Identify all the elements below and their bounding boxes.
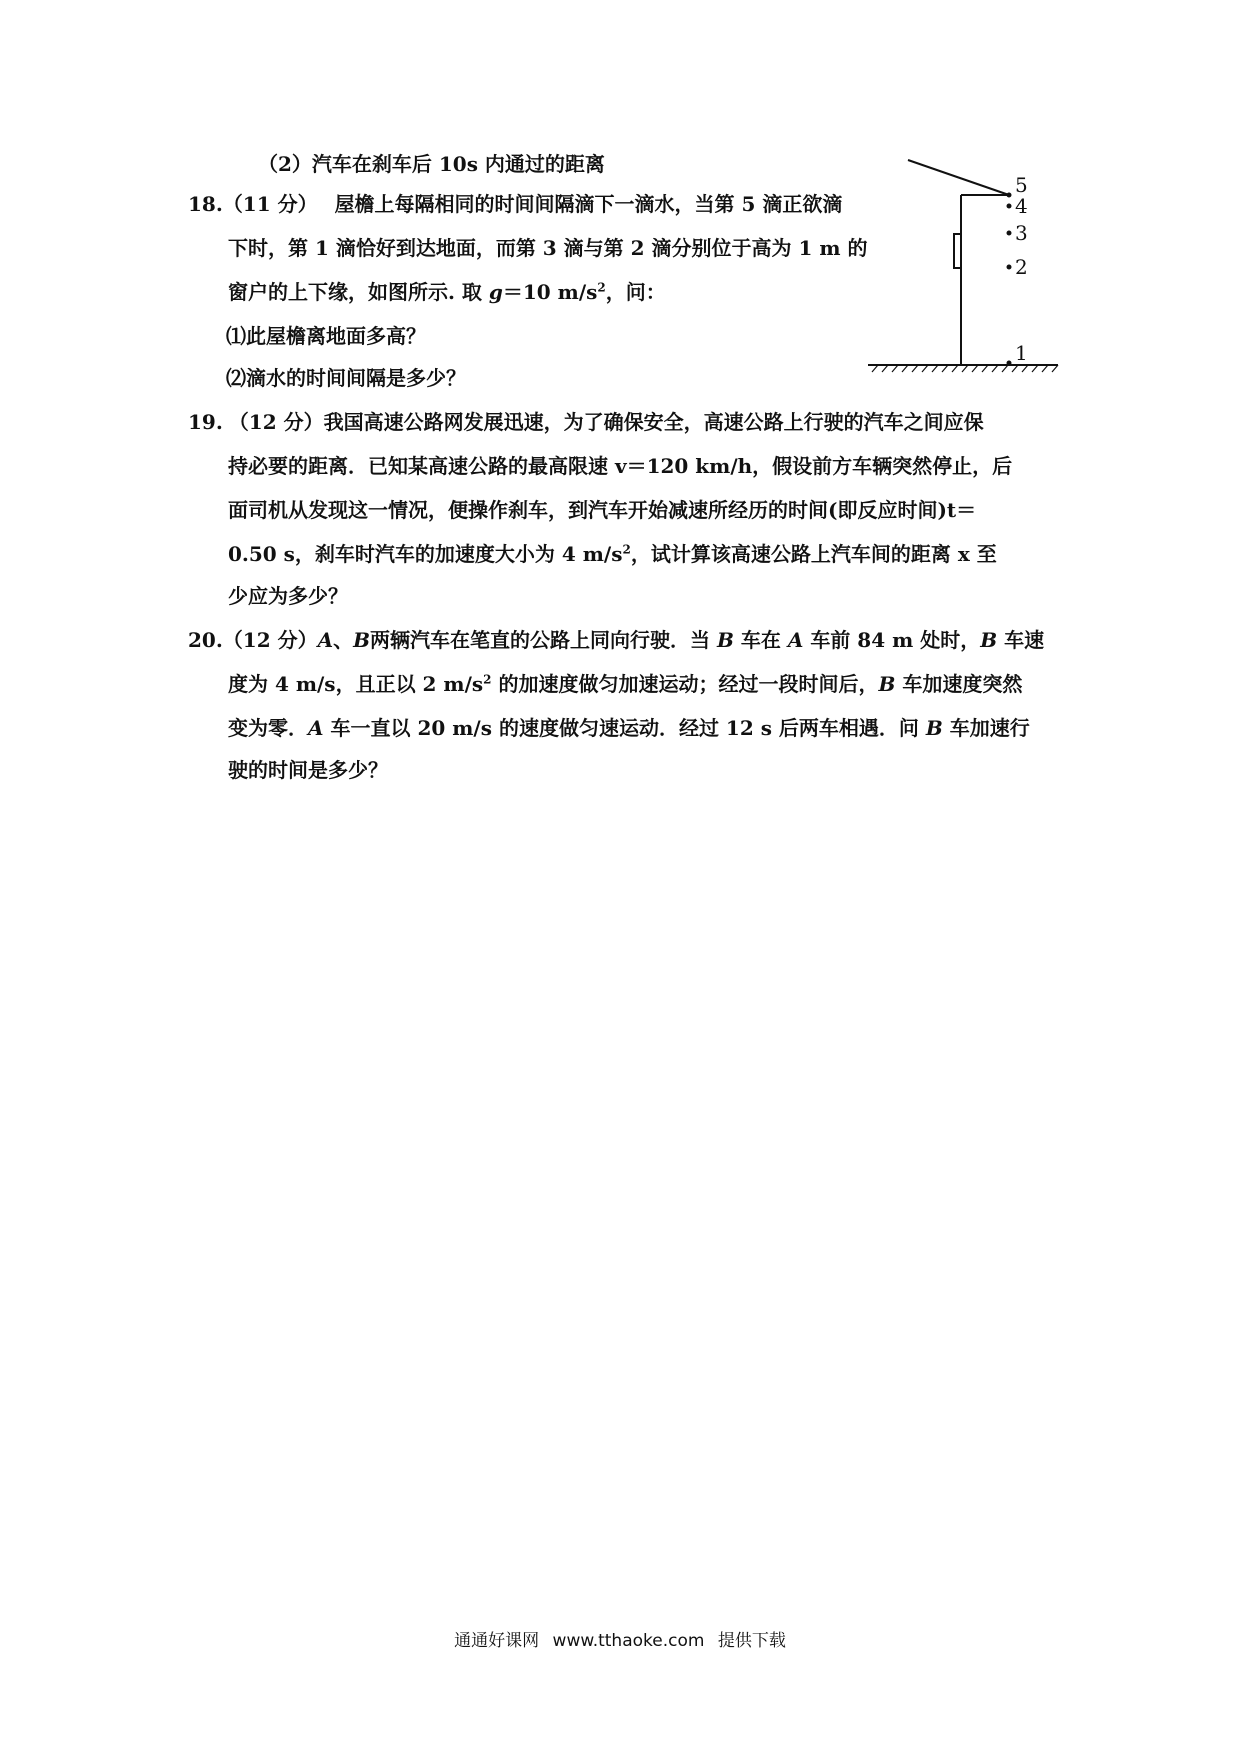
q19-line3: 面司机从发现这一情况，便操作刹车，到汽车开始减速所经历的时间(即反应时间)t＝ [228, 498, 977, 522]
q20-line2 [228, 670, 1022, 698]
q20-line3-c: 车一直以 20 m/s 的速度做匀速运动．经过 12 s 后两车相遇．问 [323, 716, 926, 740]
q20-line3-e: 车加速行 [942, 716, 1030, 740]
q20-line2-a: 度为 4 m/s，且正以 2 m/s [228, 672, 484, 696]
q20-line2-d: 车加速度突然 [895, 672, 1023, 696]
q19-line4-a: 0.50 s，刹车时汽车的加速度大小为 4 m/s [228, 542, 623, 566]
q20-car-b-3: B [980, 628, 998, 652]
q19-line4-b: ，试计算该高速公路上汽车间的距离 x 至 [630, 542, 997, 566]
drop-1 [1007, 361, 1012, 366]
label-5: 5 [1015, 173, 1028, 197]
q20-sep: 、 [333, 628, 354, 652]
q19-text-line1: 我国高速公路网发展迅速，为了确保安全，高速公路上行驶的汽车之间应保 [323, 410, 984, 434]
q19-line4 [228, 540, 997, 568]
drop-2 [1007, 265, 1012, 270]
page-footer [0, 1626, 1240, 1651]
q20-car-a: A [317, 628, 334, 652]
q20-line1-f: 车在 [733, 628, 788, 652]
q20-number: 20. [188, 628, 223, 652]
q20-exponent: 2 [483, 672, 492, 687]
drop-4 [1007, 204, 1012, 209]
q20-score: （12 分） [222, 628, 318, 652]
q18-score: （11 分） [222, 192, 318, 216]
q20-line1-j: 车速 [997, 628, 1045, 652]
q20-car-b-5: B [925, 716, 943, 740]
q20-car-b-2: B [717, 628, 734, 652]
q20-line4: 驶的时间是多少？ [228, 758, 388, 782]
q18-exponent: 2 [597, 280, 606, 295]
ground-hatching [872, 365, 1058, 372]
drop-3 [1007, 231, 1012, 236]
q18-line3 [228, 278, 666, 306]
label-4: 4 [1015, 194, 1028, 218]
q18-sub1: ⑴此屋檐离地面多高？ [226, 324, 426, 348]
q18-line1 [188, 190, 842, 218]
q19-exponent: 2 [622, 542, 631, 557]
q18-sub2: ⑵滴水的时间间隔是多少？ [226, 366, 466, 390]
q18-line3-a: 窗户的上下缘，如图所示. 取 [228, 280, 489, 304]
q19-line2: 持必要的距离．已知某高速公路的最高限速 v＝120 km/h，假设前方车辆突然停止，后 [228, 454, 1013, 478]
q18-line2: 下时，第 1 滴恰好到达地面，而第 3 滴与第 2 滴分别位于高为 1 m 的 [228, 236, 868, 260]
q20-car-a-3: A [308, 716, 324, 740]
q20-line1-d: 两辆汽车在笔直的公路上同向行驶．当 [370, 628, 717, 652]
q19-score: （12 分） [228, 410, 324, 434]
q18-line3-b: ＝10 m/s [502, 280, 598, 304]
q18-text-line1: 屋檐上每隔相同的时间间隔滴下一滴水，当第 5 滴正欲滴 [334, 192, 843, 216]
roof-edge-line [908, 160, 1009, 195]
q20-car-b: B [353, 628, 371, 652]
q20-line1 [188, 626, 1044, 654]
q20-line1-h: 车前 84 m 处时， [803, 628, 981, 652]
q20-car-b-4: B [878, 672, 896, 696]
label-1: 1 [1015, 341, 1028, 365]
q20-line3-a: 变为零． [228, 716, 308, 740]
q20-car-a-2: A [787, 628, 804, 652]
label-3: 3 [1015, 221, 1028, 245]
q18-number: 18. [188, 192, 223, 216]
footer-note: 提供下载 [717, 1631, 786, 1651]
footer-url[interactable]: www.tthaoke.com [552, 1631, 705, 1651]
q17-part2: （2）汽车在刹车后 10s 内通过的距离 [258, 152, 605, 176]
q18-g-symbol: g [488, 280, 503, 304]
drop-5 [1007, 193, 1012, 198]
eaves-drip-diagram [858, 140, 1068, 380]
q19-line1 [188, 408, 984, 436]
q18-line3-c: ，问： [605, 280, 666, 304]
q20-line2-b: 的加速度做匀加速运动；经过一段时间后， [491, 672, 879, 696]
footer-site: 通通好课网 [454, 1631, 540, 1651]
label-2: 2 [1015, 255, 1028, 279]
window-rect [954, 234, 961, 268]
q19-line5: 少应为多少？ [228, 584, 348, 608]
q20-line3 [228, 714, 1030, 742]
q19-number: 19. [188, 410, 223, 434]
